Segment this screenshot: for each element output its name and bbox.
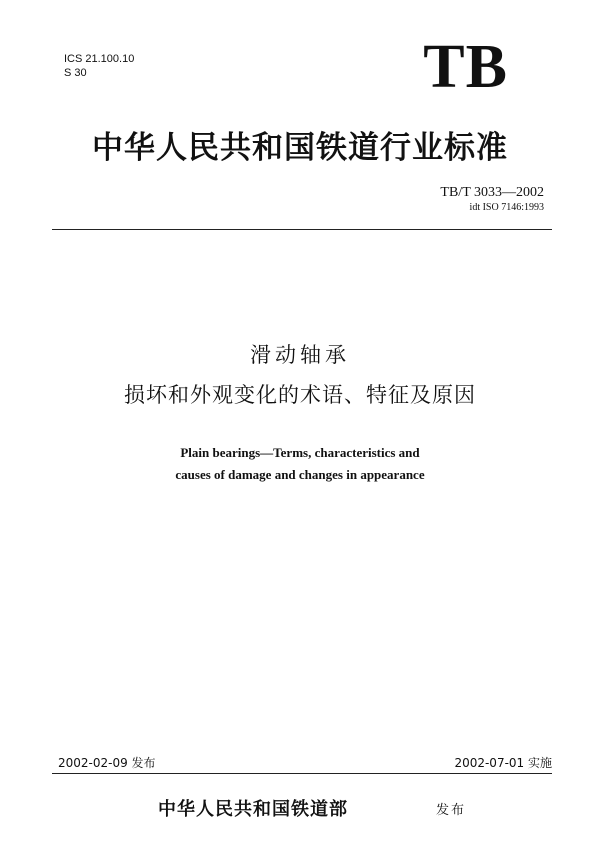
english-title-line-1: Plain bearings—Terms, characteristics and <box>180 445 420 460</box>
chinese-title <box>0 340 600 410</box>
tb-logo-mark: TB <box>423 33 508 101</box>
issue-label: 发布 <box>436 803 467 818</box>
publish-date: 2002-02-09 发布 <box>58 756 156 770</box>
bottom-divider <box>52 773 552 774</box>
ics-code: ICS 21.100.10 <box>64 53 135 65</box>
standard-number-block <box>440 185 544 215</box>
classification-block <box>64 52 134 80</box>
standard-title: 中华人民共和国铁道行业标准 <box>92 130 508 166</box>
idt-reference: idt ISO 7146:1993 <box>469 202 544 213</box>
standard-number: TB/T 3033—2002 <box>440 185 544 200</box>
top-divider <box>52 229 552 230</box>
chinese-title-line-1: 滑动轴承 <box>250 343 350 367</box>
english-title <box>0 442 600 486</box>
issuing-authority: 中华人民共和国铁道部 <box>158 799 348 820</box>
english-title-line-2: causes of damage and changes in appearance <box>175 467 425 482</box>
chinese-title-line-2: 损坏和外观变化的术语、特征及原因 <box>124 383 476 407</box>
class-code: S 30 <box>64 67 87 79</box>
effective-date: 2002-07-01 实施 <box>454 756 552 770</box>
